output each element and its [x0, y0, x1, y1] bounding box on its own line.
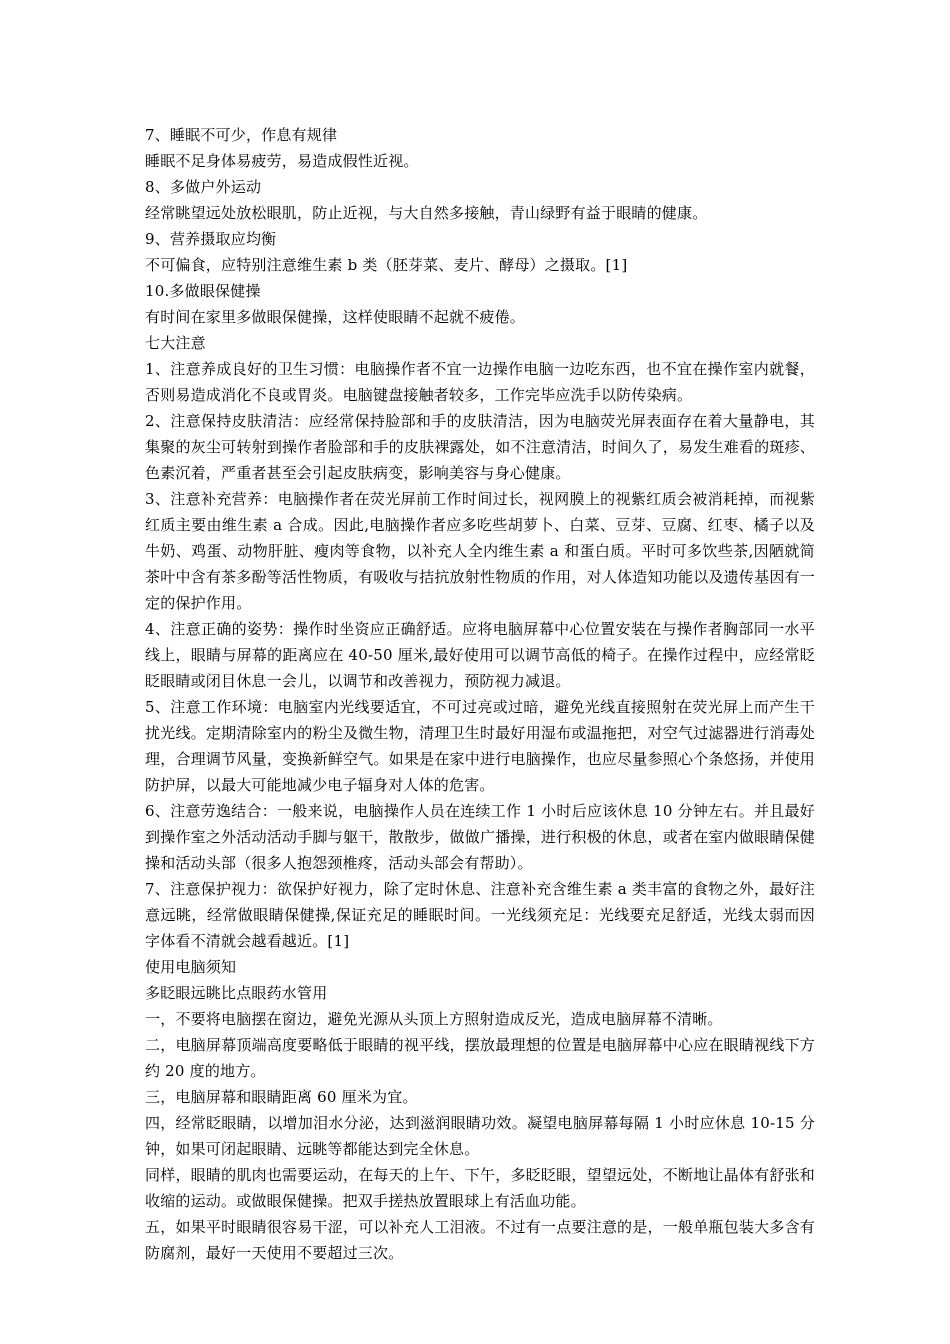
paragraph: 4、注意正确的姿势：操作时坐资应正确舒适。应将电脑屏幕中心位置安装在与操作者胸部同一水平线上，眼睛与屏幕的距离应在 40-50 厘米,最好使用可以调节高低的椅子。在操作过程中，应经常眨眨眼睛或闭目休息一会儿，以调节和改善视力，预防视力减退。 — [145, 620, 815, 690]
paragraph: 2、注意保持皮肤清洁：应经常保持脸部和手的皮肤清洁，因为电脑荧光屏表面存在着大量静电，其集聚的灰尘可转射到操作者脸部和手的皮肤裸露处，如不注意清洁，时间久了，易发生难看的斑疹、色素沉着，严重者甚至会引起皮肤病变，影响美容与身心健康。 — [145, 412, 815, 482]
paragraph: 二，电脑屏幕顶端高度要略低于眼睛的视平线，摆放最理想的位置是电脑屏幕中心应在眼睛视线下方约 20 度的地方。 — [145, 1036, 815, 1080]
paragraph: 一，不要将电脑摆在窗边，避免光源从头顶上方照射造成反光，造成电脑屏幕不清晰。 — [145, 1010, 723, 1028]
paragraph: 3、注意补充营养：电脑操作者在荧光屏前工作时间过长，视网膜上的视紫红质会被消耗掉，而视紫红质主要由维生素 a 合成。因此,电脑操作者应多吃些胡萝卜、白菜、豆芽、豆腐、红枣、橘子以及牛奶、鸡蛋、动物肝脏、瘦肉等食物，以补充人全内维生素 a 和蛋白质。平时可多饮些茶,因陋就简茶叶中含有茶多酚等活性物质，有吸收与拮抗放射性物质的作用，对人体造知功能以及遗传基因有一定的保护作用。 — [145, 490, 815, 612]
paragraph: 1、注意养成良好的卫生习惯：电脑操作者不宜一边操作电脑一边吃东西，也不宜在操作室内就餐，否则易造成消化不良或胃炎。电脑键盘接触者较多，工作完毕应洗手以防传染病。 — [145, 360, 815, 404]
paragraph: 不可偏食，应特别注意维生素 b 类（胚芽菜、麦片、酵母）之摄取。[1] — [145, 256, 628, 274]
heading-sleep: 7、睡眠不可少，作息有规律 — [145, 126, 338, 144]
paragraph: 经常眺望远处放松眼肌，防止近视，与大自然多接触，青山绿野有益于眼睛的健康。 — [145, 204, 708, 222]
paragraph: 四，经常眨眼睛，以增加泪水分泌，达到滋润眼睛功效。凝望电脑屏幕每隔 1 小时应休息 10-15 分钟，如果可闭起眼睛、远眺等都能达到完全休息。 — [145, 1114, 815, 1158]
heading-eye-exercise: 10.多做眼保健操 — [145, 282, 261, 300]
paragraph: 7、注意保护视力：欲保护好视力，除了定时休息、注意补充含维生素 a 类丰富的食物之外，最好注意远眺，经常做眼睛保健操,保证充足的睡眠时间。一光线须充足：光线要充足舒适，光线太弱而因字体看不清就会越看越近。[1] — [145, 880, 815, 950]
paragraph: 五，如果平时眼睛很容易干涩，可以补充人工泪液。不过有一点要注意的是，一般单瓶包装大多含有防腐剂，最好一天使用不要超过三次。 — [145, 1218, 815, 1262]
subtitle: 多眨眼远眺比点眼药水管用 — [145, 984, 328, 1002]
paragraph: 睡眠不足身体易疲劳，易造成假性近视。 — [145, 152, 419, 170]
paragraph: 5、注意工作环境：电脑室内光线要适宜，不可过亮或过暗，避免光线直接照射在荧光屏上而产生干扰光线。定期清除室内的粉尘及微生物，清理卫生时最好用湿布或温拖把，对空气过滤器进行消毒处理，合理调节风量，变换新鲜空气。如果是在家中进行电脑操作，也应尽量参照心个条悠扬，并使用防护屏，以最大可能地减少电子辐身对人体的危害。 — [145, 698, 815, 794]
heading-outdoor: 8、多做户外运动 — [145, 178, 262, 196]
section-title-seven-notes: 七大注意 — [145, 334, 206, 352]
document-body — [145, 122, 815, 1266]
paragraph: 三，电脑屏幕和眼睛距离 60 厘米为宜。 — [145, 1088, 418, 1106]
section-title-computer-notes: 使用电脑须知 — [145, 958, 237, 976]
paragraph: 有时间在家里多做眼保健操，这样使眼睛不起就不疲倦。 — [145, 308, 526, 326]
heading-nutrition: 9、营养摄取应均衡 — [145, 230, 277, 248]
paragraph: 6、注意劳逸结合：一般来说，电脑操作人员在连续工作 1 小时后应该休息 10 分钟左右。并且最好到操作室之外活动活动手脚与躯干，散散步，做做广播操，进行积极的休息，或者在室内做眼睛保健操和活动头部（很多人抱怨颈椎疼，活动头部会有帮助）。 — [145, 802, 815, 872]
paragraph: 同样，眼睛的肌肉也需要运动，在每天的上午、下午，多眨眨眼，望望远处，不断地让晶体有舒张和收缩的运动。或做眼保健操。把双手搓热放置眼球上有活血功能。 — [145, 1166, 815, 1210]
